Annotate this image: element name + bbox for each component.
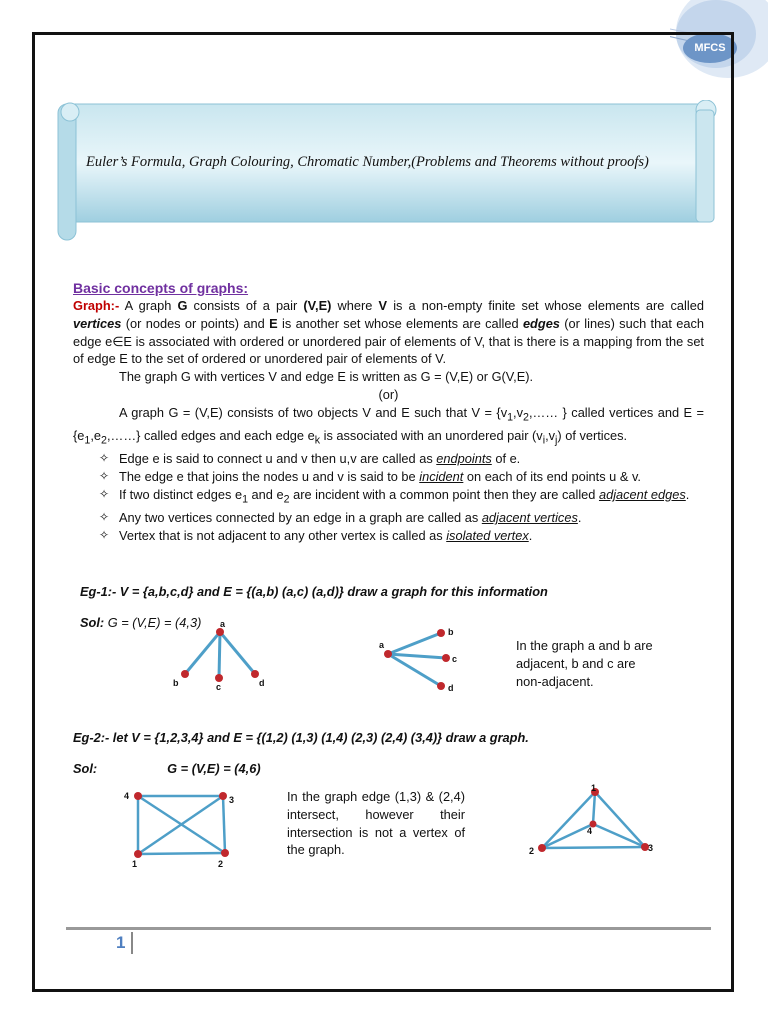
list-item: ✧ Any two vertices connected by an edge in a graph are called as adjacent vertices. (99, 510, 582, 526)
vertex-c (215, 674, 223, 682)
vertex-c (442, 654, 450, 662)
vertex-label-a: a (220, 619, 226, 629)
bullet-icon: ✧ (99, 451, 110, 466)
vertex-a (384, 650, 392, 658)
graph-label: Graph:- (73, 298, 120, 313)
example-2-graph-square (118, 786, 243, 872)
section-heading: Basic concepts of graphs: (73, 280, 249, 296)
example-2-note: In the graph edge (1,3) & (2,4) intersect, however their intersection is not a vertex of the graph. (287, 789, 465, 858)
vertex-1 (134, 850, 142, 858)
vertex-label-4: 4 (587, 826, 593, 836)
main-content (73, 280, 704, 545)
vertex-label-3: 3 (229, 795, 235, 805)
example-2-title: Eg-2:- let V = {1,2,3,4} and E = {(1,2) (1,3) (1,4) (2,3) (2,4) (3,4)} draw a graph. (73, 730, 529, 745)
bullet-icon: ✧ (99, 528, 110, 543)
vertex-d (251, 670, 259, 678)
vertex-label-4: 4 (124, 791, 130, 801)
vertex-label-1: 1 (132, 859, 138, 869)
vertex-2 (538, 844, 546, 852)
list-item: ✧ Vertex that is not adjacent to any other vertex is called as isolated vertex. (99, 528, 533, 544)
definitions-list (73, 450, 704, 545)
vertex-label-b: b (173, 678, 179, 688)
bullet-icon: ✧ (99, 487, 110, 502)
vertex-label-d: d (259, 678, 265, 688)
vertex-2 (221, 849, 229, 857)
example-1-note: In the graph a and b are adjacent, b and c are non-adjacent. (516, 638, 653, 689)
graph-definition-alt: A graph G = (V,E) consists of two objects V and E such that $V = \{v_1,v_2,\dots\dots$ } called vertices and $E = \{e_1,e_2,\dots\dots\}$ called edges and each edge $e_k$ is associated with an unordered pair $(v_i,v_j)$ of vertices. (73, 404, 705, 447)
banner-title: Euler’s Formula, Graph Colouring, Chromatic Number,(Problems and Theorems without proofs) (86, 154, 649, 170)
mfcs-logo: MFCS (683, 33, 737, 63)
or-separator: (or) (378, 386, 399, 402)
example-1-title: Eg-1:- V = {a,b,c,d} and E = {(a,b) (a,c) (a,d)} draw a graph for this information (80, 584, 548, 599)
graph-notation: The graph G with vertices V and edge E is written as G = (V,E) or G(V,E). (119, 369, 534, 385)
vertex-label-c: c (452, 654, 458, 664)
list-item: ✧ The edge e that joins the nodes u and v is said to be incident on each of its end points u & v. (99, 469, 641, 485)
vertex-label-2: 2 (529, 846, 535, 856)
list-item: ✧ If two distinct edges $e_1$ and $e_2$ are incident with a common point then they are called adjacent edges. (99, 487, 690, 506)
vertex-d (437, 682, 445, 690)
list-item: ✧ Edge e is said to connect u and v then u,v are called as endpoints of e. (99, 451, 521, 467)
vertex-3 (219, 792, 227, 800)
page-number-divider (131, 932, 133, 954)
vertex-label-c: c (216, 682, 222, 692)
page-number: 1 (116, 933, 126, 952)
example-1-graph-tree (165, 616, 280, 696)
title-scroll-banner (56, 100, 720, 242)
footer-rule (66, 927, 711, 930)
bullet-icon: ✧ (99, 510, 110, 525)
vertex-a (216, 628, 224, 636)
vertex-b (437, 629, 445, 637)
example-2-graph-triangle (525, 780, 665, 860)
vertex-4 (134, 792, 142, 800)
vertex-b (181, 670, 189, 678)
example-2-solution: Sol: G = (V,E) = (4,6) (73, 760, 261, 776)
example-1-solution: Sol: G = (V,E) = (4,3) (80, 614, 202, 630)
graph-definition: Graph:- A graph G consists of a pair (V,E) where V is a non-empty finite set whose elements are called vertices (or nodes or points) and E is another set whose elements are called edges (or lines) such that each edge e∈E is associated with ordered or unordered pair of elements of V, that is there is a mapping from the set of edge E to the set of ordered or unordered pair of elements of V. (73, 298, 704, 367)
vertex-label-d: d (448, 683, 454, 693)
vertex-label-b: b (448, 627, 454, 637)
vertex-label-a: a (379, 640, 385, 650)
vertex-label-2: 2 (218, 859, 224, 869)
bullet-icon: ✧ (99, 469, 110, 484)
vertex-label-1: 1 (591, 783, 597, 793)
vertex-label-3: 3 (648, 843, 654, 853)
example-1-graph-star (374, 622, 464, 698)
